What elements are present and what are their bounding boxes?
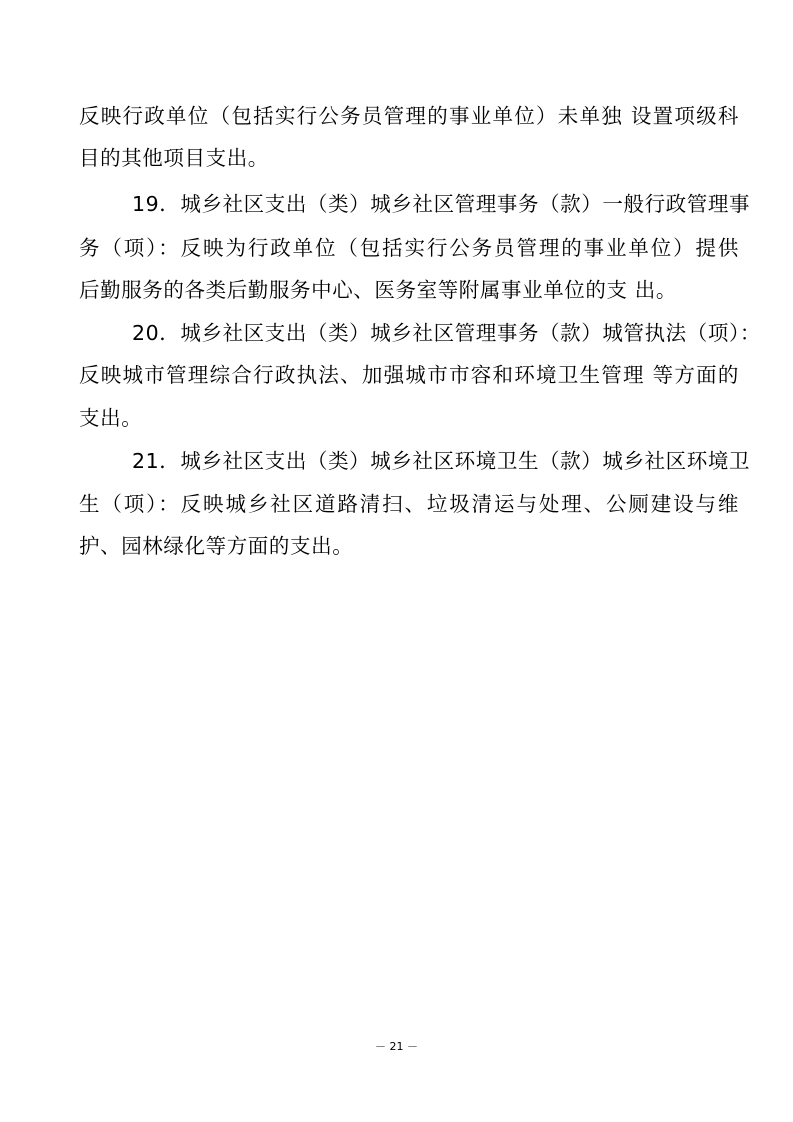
text-line: 务（项）：反映为行政单位（包括实行公务员管理的事业单位）提供 <box>79 236 739 260</box>
text-line: 支出。 <box>79 406 143 430</box>
text-line: 20．城乡社区支出（类）城乡社区管理事务（款）城管执法（项）： <box>132 321 761 345</box>
text-line: 21．城乡社区支出（类）城乡社区环境卫生（款）城乡社区环境卫 <box>132 449 751 473</box>
page-number: － 21 － <box>375 1040 418 1053</box>
text-line: 19．城乡社区支出（类）城乡社区管理事务（款）一般行政管理事 <box>132 192 751 216</box>
text-line: 护、园林绿化等方面的支出。 <box>79 534 354 558</box>
text-line: 后勤服务的各类后勤服务中心、医务室等附属事业单位的支 出。 <box>79 278 677 302</box>
text-line: 目的其他项目支出。 <box>79 146 269 170</box>
text-line: 生（项）：反映城乡社区道路清扫、垃圾清运与处理、公厕建设与维 <box>79 492 739 516</box>
text-line: 反映行政单位（包括实行公务员管理的事业单位）未单独 设置项级科 <box>79 104 739 128</box>
text-line: 反映城市管理综合行政执法、加强城市市容和环境卫生管理 等方面的 <box>79 363 739 387</box>
